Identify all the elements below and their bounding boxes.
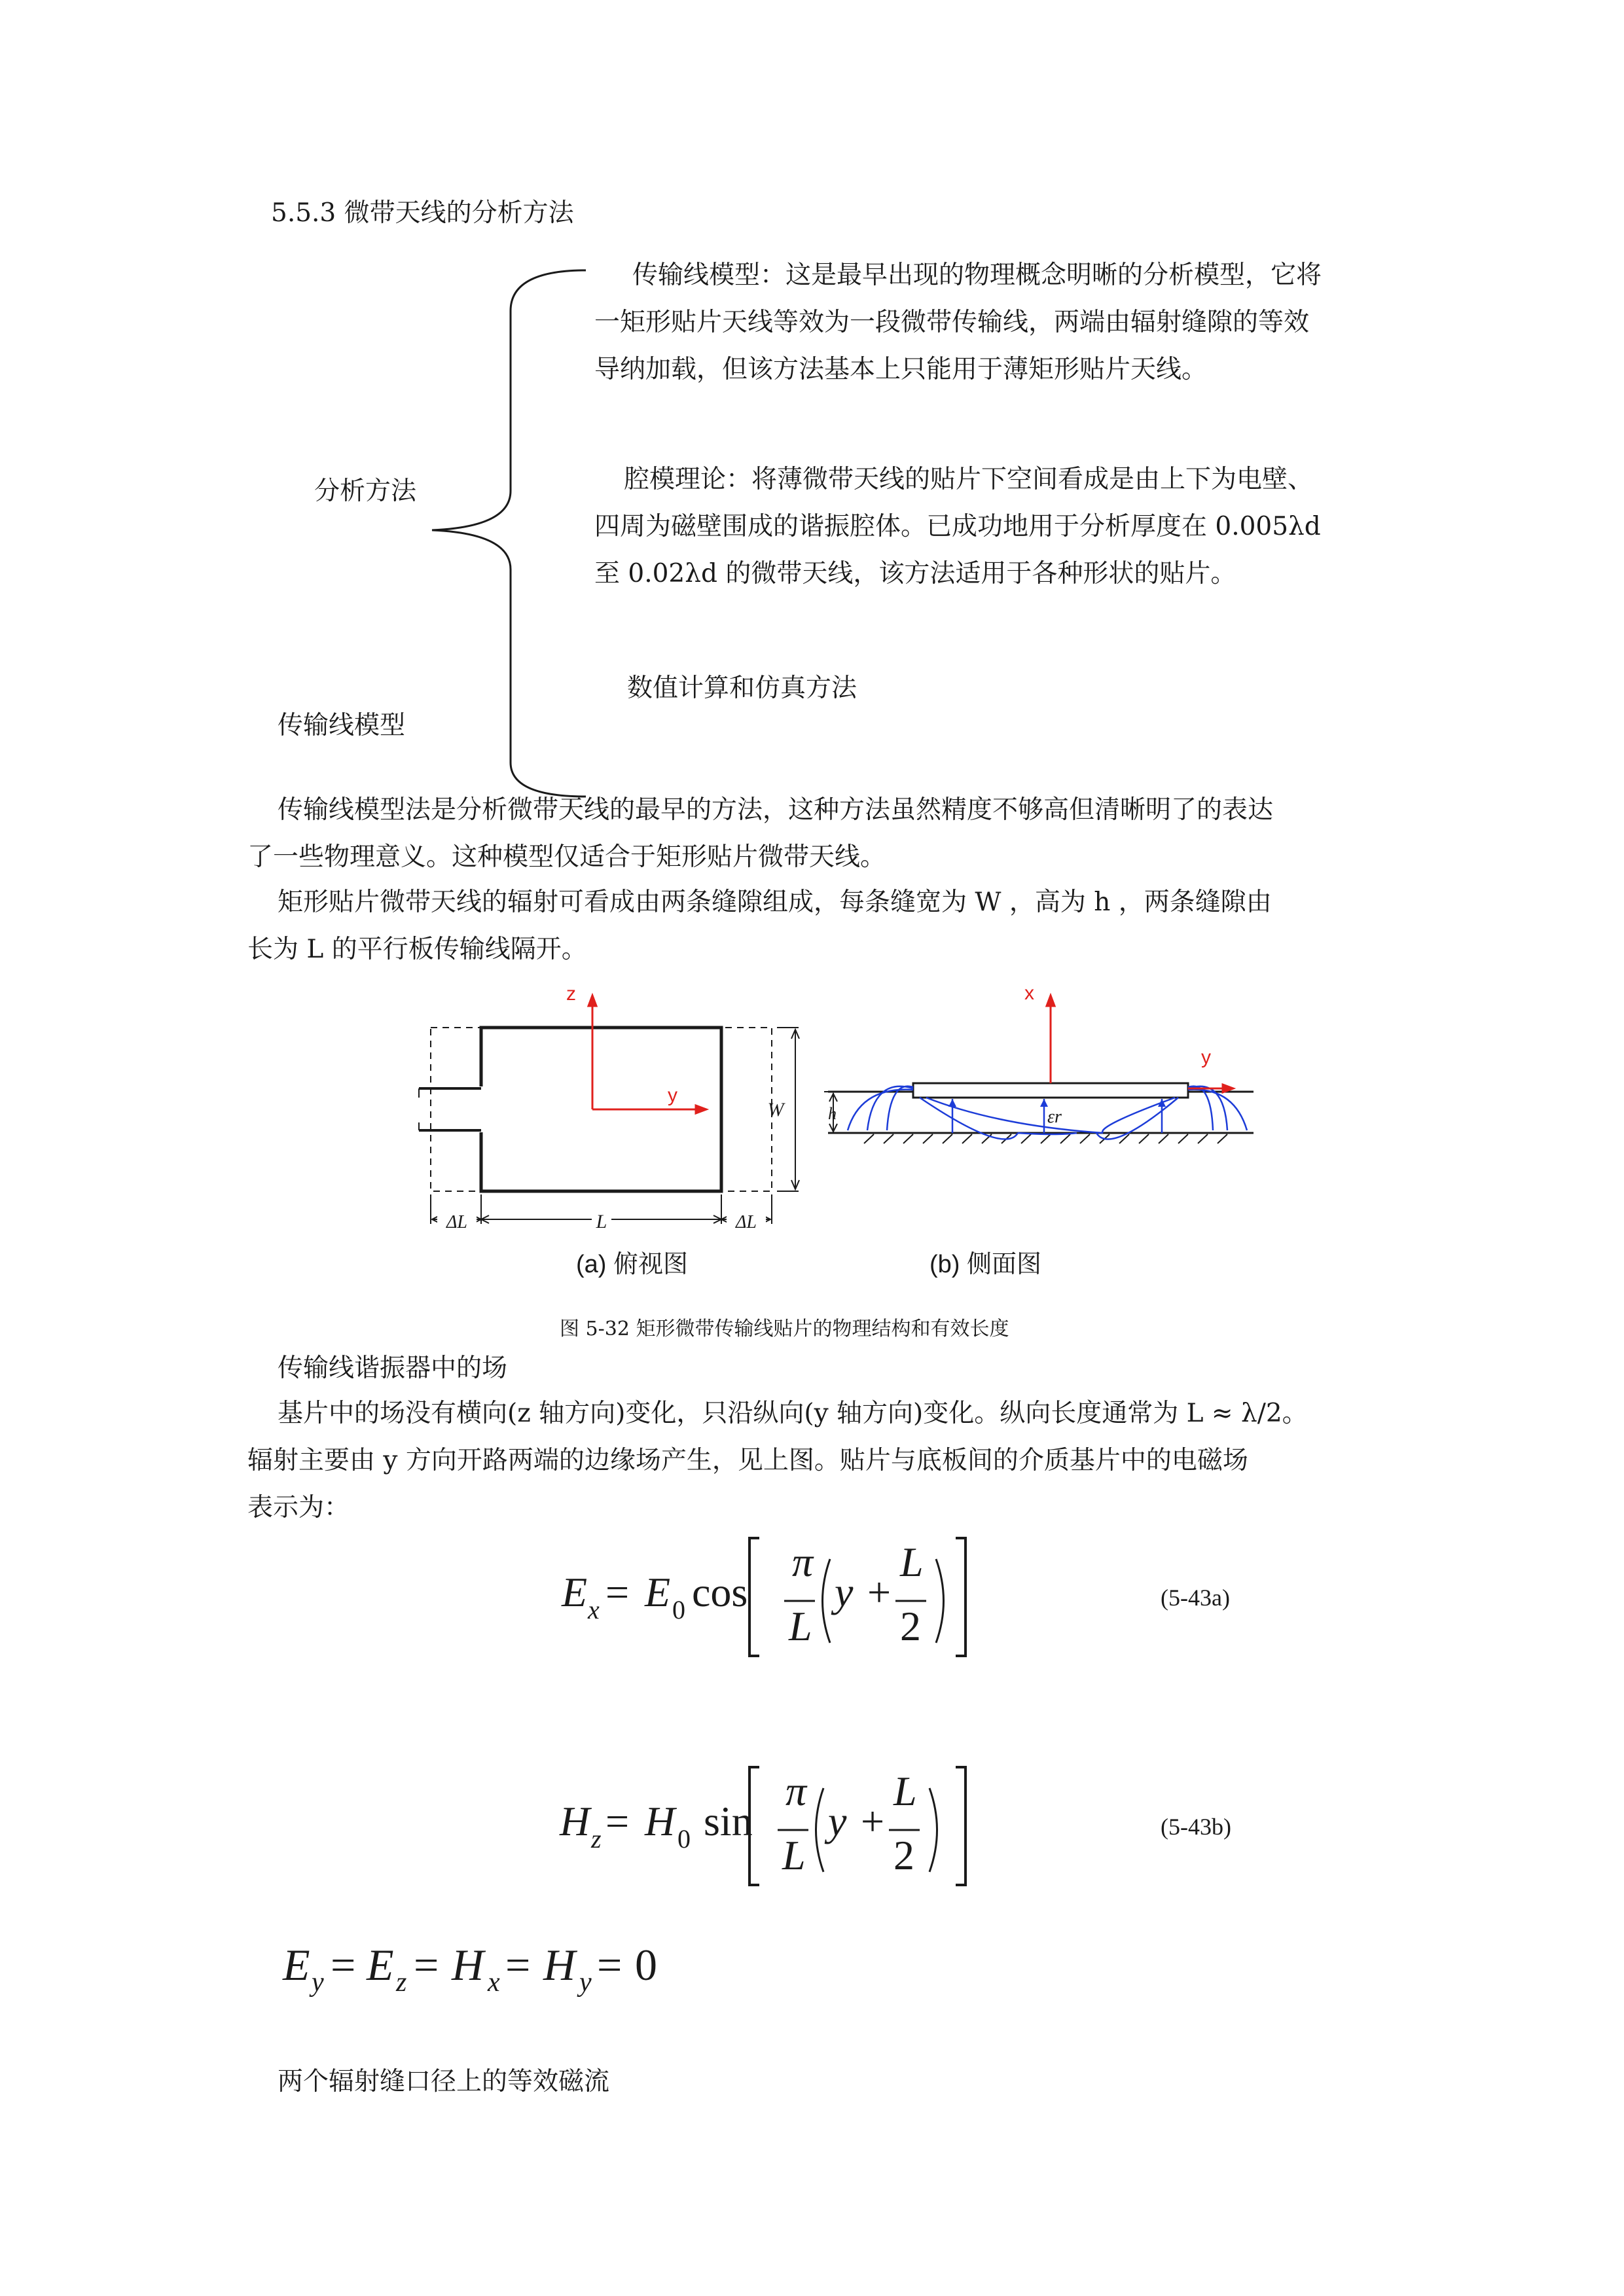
figure-title: 图 5-32 矩形微带传输线贴片的物理结构和有效长度 (560, 1318, 1009, 1340)
label-delta-L-left: ΔL (446, 1212, 468, 1232)
bracket-item-numerical: 数值计算和仿真方法 (627, 673, 857, 703)
patch-conductor (913, 1083, 1188, 1098)
paragraph-slots: 矩形贴片微带天线的辐射可看成由两条缝隙组成，每条缝宽为 W ，高为 h ，两条缝隙由 长为 L 的平行板传输线隔开。 (247, 888, 1272, 964)
figure-side-view (821, 978, 1267, 1175)
label-delta-L-right: ΔL (735, 1212, 757, 1232)
bracket-label: 分析方法 (314, 476, 417, 506)
caption-a-top-view: (a) 俯视图 (576, 1251, 689, 1278)
label-z: z (566, 983, 576, 1005)
caption-b-side-view: (b) 侧面图 (929, 1251, 1042, 1278)
label-y-side: y (1201, 1047, 1211, 1068)
subheading-transmission-line-model: 传输线模型 (278, 711, 406, 740)
paragraph-field-description: 基片中的场没有横向(z 轴方向)变化，只沿纵向(y 轴方向)变化。纵向长度通常为 L ≈ λ/2。 辐射主要由 y 方向开路两端的边缘场产生，见上图。贴片与底板间的介质基片中的电磁场 表示为： (247, 1399, 1308, 1522)
section-heading: 5.5.3 微带天线的分析方法 (271, 198, 574, 228)
label-x: x (1024, 982, 1034, 1004)
figure-top-view (406, 978, 812, 1240)
footer-equivalent-magnetic-current: 两个辐射缝口径上的等效磁流 (278, 2067, 610, 2096)
label-W: W (767, 1099, 784, 1121)
bracket-item-transmission-line: 传输线模型：这是最早出现的物理概念明晰的分析模型，它将 一矩形贴片天线等效为一段微带传输线，两端由辐射缝隙的等效 导纳加载，但该方法基本上只能用于薄矩形贴片天线。 (594, 260, 1322, 384)
label-L: L (596, 1211, 607, 1232)
curly-brace (419, 265, 589, 802)
subheading-resonator-field: 传输线谐振器中的场 (278, 1354, 508, 1383)
paragraph-intro: 传输线模型法是分析微带天线的最早的方法，这种方法虽然精度不够高但清晰明了的表达 了一些物理意义。这种模型仅适合于矩形贴片微带天线。 (247, 795, 1274, 872)
label-h: h (828, 1104, 837, 1123)
label-epsilon-r: εr (1047, 1107, 1062, 1127)
label-y: y (668, 1085, 677, 1106)
bracket-item-cavity-model: 腔模理论：将薄微带天线的贴片下空间看成是由上下为电壁、 四周为磁壁围成的谐振腔体。已成功地用于分析厚度在 0.005λd 至 0.02λd 的微带天线，该方法适用于各种形状的贴片。 (594, 465, 1321, 588)
